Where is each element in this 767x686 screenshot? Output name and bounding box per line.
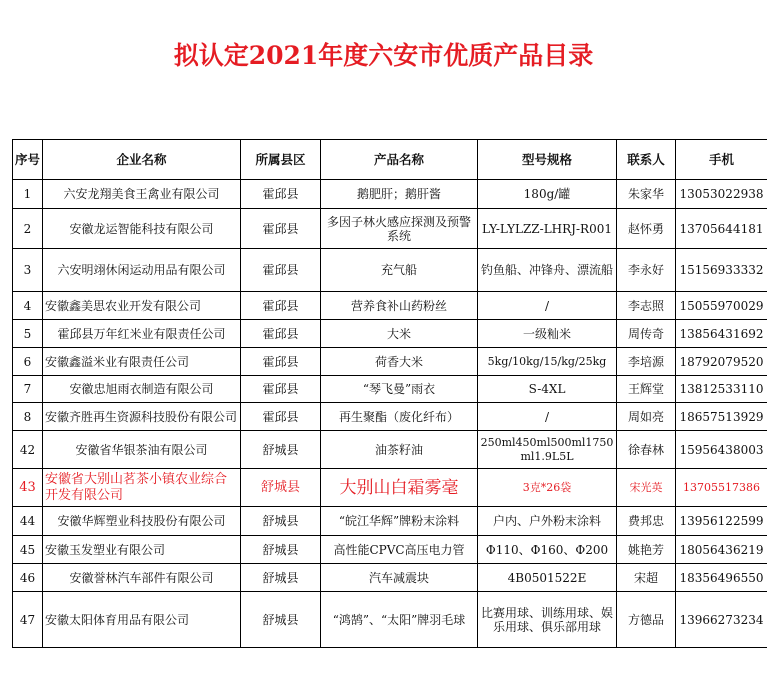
cell-phone: 15055970029 <box>676 292 767 320</box>
table-row <box>13 180 767 209</box>
cell-product: 大米 <box>321 320 478 348</box>
cell-company: 安徽齐胜再生资源科技股份有限公司 <box>43 403 241 431</box>
cell-contact: 周如亮 <box>617 403 676 431</box>
cell-product: 荷香大米 <box>321 348 478 376</box>
cell-company: 安徽鑫美思农业开发有限公司 <box>43 292 241 320</box>
cell-index: 4 <box>13 292 43 320</box>
cell-index: 47 <box>13 592 43 648</box>
table-row <box>13 431 767 469</box>
cell-product: 充气船 <box>321 249 478 292</box>
cell-county: 霍邱县 <box>241 348 321 376</box>
table-row <box>13 403 767 431</box>
cell-contact: 朱家华 <box>617 180 676 209</box>
cell-spec: LY-LYLZZ-LHRJ-R001 <box>478 209 617 249</box>
cell-index: 46 <box>13 564 43 592</box>
cell-county: 舒城县 <box>241 507 321 536</box>
cell-contact: 李培源 <box>617 348 676 376</box>
cell-contact: 李志照 <box>617 292 676 320</box>
table-row <box>13 292 767 320</box>
table-row <box>13 536 767 564</box>
cell-index: 43 <box>13 469 43 507</box>
cell-spec: S-4XL <box>478 376 617 403</box>
cell-index: 5 <box>13 320 43 348</box>
cell-spec: 250ml450ml500ml1750ml1.9L5L <box>478 431 617 469</box>
cell-product: 再生聚酯（废化纤布） <box>321 403 478 431</box>
cell-company: 安徽誉林汽车部件有限公司 <box>43 564 241 592</box>
cell-product: 多因子林火感应探测及预警系统 <box>321 209 478 249</box>
cell-company: 安徽鑫溢米业有限责任公司 <box>43 348 241 376</box>
cell-phone: 13966273234 <box>676 592 767 648</box>
cell-county: 霍邱县 <box>241 249 321 292</box>
cell-index: 42 <box>13 431 43 469</box>
table-row <box>13 320 767 348</box>
cell-product: 大别山白霜雾毫 <box>321 469 478 507</box>
cell-product: “琴飞曼”雨衣 <box>321 376 478 403</box>
cell-product: 油茶籽油 <box>321 431 478 469</box>
cell-county: 舒城县 <box>241 469 321 507</box>
table-row <box>13 592 767 648</box>
header-company: 企业名称 <box>43 140 241 180</box>
cell-contact: 周传奇 <box>617 320 676 348</box>
cell-phone: 13705644181 <box>676 209 767 249</box>
cell-spec: 钓鱼船、冲锋舟、漂流船 <box>478 249 617 292</box>
cell-index: 45 <box>13 536 43 564</box>
cell-spec: / <box>478 403 617 431</box>
cell-spec: 4B0501522E <box>478 564 617 592</box>
cell-company: 安徽省华银茶油有限公司 <box>43 431 241 469</box>
cell-index: 7 <box>13 376 43 403</box>
cell-index: 3 <box>13 249 43 292</box>
cell-county: 舒城县 <box>241 592 321 648</box>
cell-company: 安徽忠旭雨衣制造有限公司 <box>43 376 241 403</box>
cell-company: 六安明翊休闲运动用品有限公司 <box>43 249 241 292</box>
table-header-row <box>13 140 767 180</box>
cell-county: 霍邱县 <box>241 376 321 403</box>
cell-contact: 赵怀勇 <box>617 209 676 249</box>
cell-spec: Φ110、Φ160、Φ200 <box>478 536 617 564</box>
cell-contact: 徐春林 <box>617 431 676 469</box>
header-contact: 联系人 <box>617 140 676 180</box>
cell-spec: 户内、户外粉末涂料 <box>478 507 617 536</box>
cell-phone: 13812533110 <box>676 376 767 403</box>
table-row <box>13 507 767 536</box>
cell-contact: 姚艳芳 <box>617 536 676 564</box>
cell-company: 安徽华辉塑业科技股份有限公司 <box>43 507 241 536</box>
cell-index: 6 <box>13 348 43 376</box>
header-product: 产品名称 <box>321 140 478 180</box>
cell-company: 六安龙翔美食王禽业有限公司 <box>43 180 241 209</box>
cell-company: 安徽玉发塑业有限公司 <box>43 536 241 564</box>
table-row <box>13 348 767 376</box>
cell-county: 舒城县 <box>241 431 321 469</box>
cell-contact: 费邦忠 <box>617 507 676 536</box>
cell-contact: 方德品 <box>617 592 676 648</box>
cell-county: 霍邱县 <box>241 292 321 320</box>
cell-product: “鸿鹄”、“太阳”牌羽毛球 <box>321 592 478 648</box>
cell-product: 营养食补山药粉丝 <box>321 292 478 320</box>
cell-spec: / <box>478 292 617 320</box>
cell-product: 汽车减震块 <box>321 564 478 592</box>
cell-contact: 宋超 <box>617 564 676 592</box>
cell-county: 霍邱县 <box>241 180 321 209</box>
cell-product: 鹅肥肝；鹅肝酱 <box>321 180 478 209</box>
cell-index: 2 <box>13 209 43 249</box>
cell-spec: 3克*26袋 <box>478 469 617 507</box>
cell-county: 舒城县 <box>241 536 321 564</box>
cell-contact: 王辉堂 <box>617 376 676 403</box>
cell-contact: 宋光英 <box>617 469 676 507</box>
product-catalog-table <box>12 139 767 648</box>
cell-county: 霍邱县 <box>241 209 321 249</box>
cell-phone: 13053022938 <box>676 180 767 209</box>
cell-company: 霍邱县万年红米业有限责任公司 <box>43 320 241 348</box>
cell-phone: 13856431692 <box>676 320 767 348</box>
cell-phone: 15156933332 <box>676 249 767 292</box>
cell-spec: 180g/罐 <box>478 180 617 209</box>
cell-index: 44 <box>13 507 43 536</box>
cell-company: 安徽省大别山茗茶小镇农业综合开发有限公司 <box>43 469 241 507</box>
table-row <box>13 376 767 403</box>
cell-county: 霍邱县 <box>241 403 321 431</box>
cell-company: 安徽太阳体育用品有限公司 <box>43 592 241 648</box>
table-row <box>13 564 767 592</box>
cell-index: 8 <box>13 403 43 431</box>
table-row <box>13 209 767 249</box>
cell-phone: 18356496550 <box>676 564 767 592</box>
header-phone: 手机 <box>676 140 767 180</box>
cell-phone: 13956122599 <box>676 507 767 536</box>
header-county: 所属县区 <box>241 140 321 180</box>
cell-phone: 18056436219 <box>676 536 767 564</box>
cell-county: 霍邱县 <box>241 320 321 348</box>
cell-company: 安徽龙运智能科技有限公司 <box>43 209 241 249</box>
cell-product: “皖江华辉”牌粉末涂料 <box>321 507 478 536</box>
cell-product: 高性能CPVC高压电力管 <box>321 536 478 564</box>
cell-phone: 18657513929 <box>676 403 767 431</box>
cell-phone: 13705517386 <box>676 469 767 507</box>
cell-spec: 比赛用球、训练用球、娱乐用球、俱乐部用球 <box>478 592 617 648</box>
header-index: 序号 <box>13 140 43 180</box>
table-row <box>13 249 767 292</box>
cell-index: 1 <box>13 180 43 209</box>
cell-phone: 18792079520 <box>676 348 767 376</box>
header-spec: 型号规格 <box>478 140 617 180</box>
cell-county: 舒城县 <box>241 564 321 592</box>
table-row-highlighted <box>13 469 767 507</box>
cell-contact: 李永好 <box>617 249 676 292</box>
page-title: 拟认定2021年度六安市优质产品目录 <box>173 41 594 70</box>
cell-phone: 15956438003 <box>676 431 767 469</box>
cell-spec: 5kg/10kg/15/kg/25kg <box>478 348 617 376</box>
cell-spec: 一级籼米 <box>478 320 617 348</box>
